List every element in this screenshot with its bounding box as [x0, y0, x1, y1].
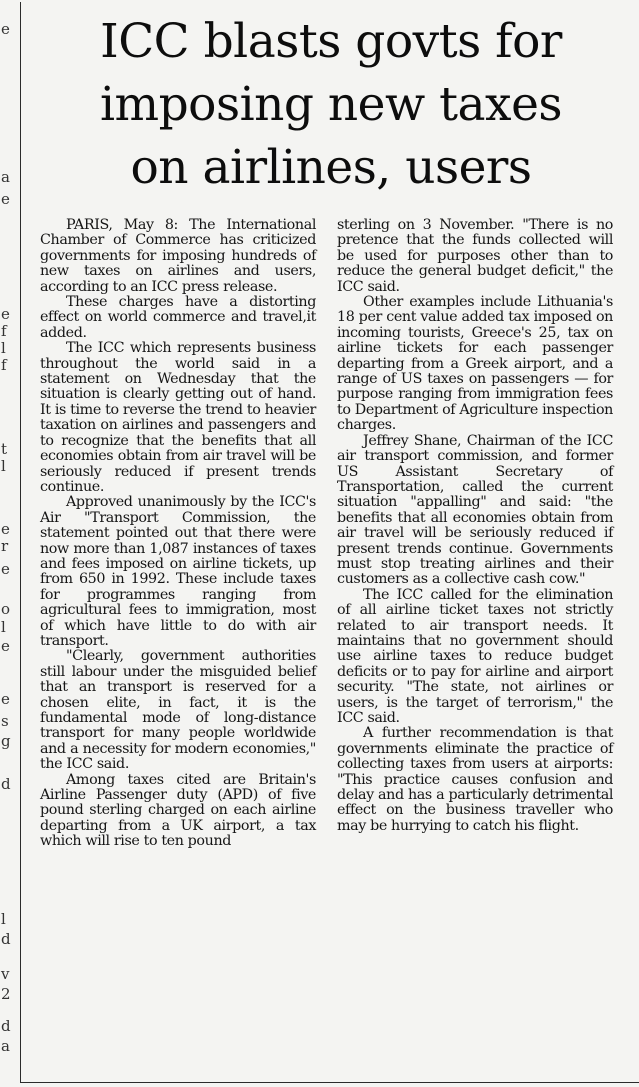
edge-letter: e	[1, 190, 10, 208]
edge-letter: f	[1, 322, 7, 340]
article-column-2	[337, 218, 613, 834]
edge-letter: v	[1, 965, 10, 983]
article-paragraph: Other examples include Lithuania's 18 per cent value added tax imposed on incoming tourists, Greece's 25, tax on airline tickets for each passenger departing from a Greek airport, and a range of US taxes on passengers — for purpose ranging from immigration fees to Department of Agriculture inspection charges.	[337, 294, 613, 434]
headline-line-2: imposing new taxes	[99, 77, 563, 132]
article-paragraph: The ICC which represents business throughout the world said in a statement on Wednesday that the situation is clearly getting out of hand. It is time to reverse the trend to heavier taxation on airlines and passengers and to recognize that the benefits that all economies obtain from air travel will be seriously reduced if present trends continue.	[40, 340, 316, 495]
edge-letter: t	[1, 440, 8, 458]
article-paragraph: A further recommendation is that governments eliminate the practice of collecting taxes from users at airports: "This practice causes confusion and delay and has a particularly detrimental effect on the business traveller who may be hurrying to catch his flight.	[337, 725, 613, 834]
edge-letter: o	[1, 600, 11, 618]
headline-line-1: ICC blasts govts for	[100, 14, 562, 69]
article-paragraph: sterling on 3 November. "There is no pretence that the funds collected will be used for purposes other than to reduce the general budget deficit," the ICC said.	[337, 217, 613, 295]
edge-letter: l	[1, 457, 6, 475]
adjacent-column-fragment	[0, 0, 12, 1087]
edge-letter: s	[1, 712, 9, 730]
article-paragraph: Approved unanimously by the ICC's Air "Transport Commission, the statement pointed out that there were now more than 1,087 instances of taxes and fees imposed on airline tickets, up from 650 in 1992. These include taxes for programmes ranging from agricultural fees to immigration, most of which have little to do with air transport.	[40, 494, 316, 649]
edge-letter: r	[1, 537, 9, 555]
edge-letter: l	[1, 618, 6, 636]
column-rule-left	[20, 2, 21, 1082]
edge-letter: e	[1, 560, 10, 578]
edge-letter: e	[1, 20, 10, 38]
edge-letter: f	[1, 356, 7, 374]
edge-letter: l	[1, 339, 6, 357]
edge-letter: 2	[1, 985, 11, 1003]
edge-letter: e	[1, 690, 10, 708]
article-paragraph: These charges have a distorting effect on world commerce and travel,it added.	[40, 294, 316, 341]
edge-letter: e	[1, 637, 10, 655]
article-paragraph: The ICC called for the elimination of all airline ticket taxes not strictly related to air transport needs. It maintains that no government should use airline taxes to reduce budget deficits or to pay for airline and airport security. "The state, not airlines or users, is the target of terrorism," the ICC said.	[337, 586, 613, 726]
article-paragraph: "Clearly, government authorities still labour under the misguided belief that an transport is reserved for a chosen elite, in fact, it is the fundamental mode of long-distance transport for many people worldwide and a necessity for modern economies," the ICC said.	[40, 648, 316, 773]
edge-letter: a	[1, 168, 10, 186]
headline	[26, 10, 636, 199]
article-paragraph: PARIS, May 8: The International Chamber of Commerce has criticized governments for imposing hundreds of new taxes on airlines and users, according to an ICC press release.	[40, 217, 316, 295]
edge-letter: g	[1, 732, 11, 750]
edge-letter: e	[1, 520, 10, 538]
edge-letter: a	[1, 1037, 10, 1055]
column-rule-bottom	[20, 1082, 639, 1083]
article-paragraph: Among taxes cited are Britain's Airline Passenger duty (APD) of five pound sterling charged on each airline departing from a UK airport, a tax which will rise to ten pound	[40, 771, 316, 850]
edge-letter: d	[1, 775, 11, 793]
edge-letter: e	[1, 305, 10, 323]
edge-letter: d	[1, 1017, 11, 1035]
article-column-1	[40, 218, 316, 850]
article-paragraph: Jeffrey Shane, Chairman of the ICC air transport commission, and former US Assistant Secretary of Transportation, called the current situation "appalling" and said: "the benefits that all economies obtain from air travel will be seriously reduced if present trends continue. Governments must stop treating airlines and their customers as a collective cash cow."	[337, 432, 613, 588]
edge-letter: l	[1, 910, 6, 928]
headline-line-3: on airlines, users	[130, 140, 532, 195]
edge-letter: d	[1, 930, 11, 948]
